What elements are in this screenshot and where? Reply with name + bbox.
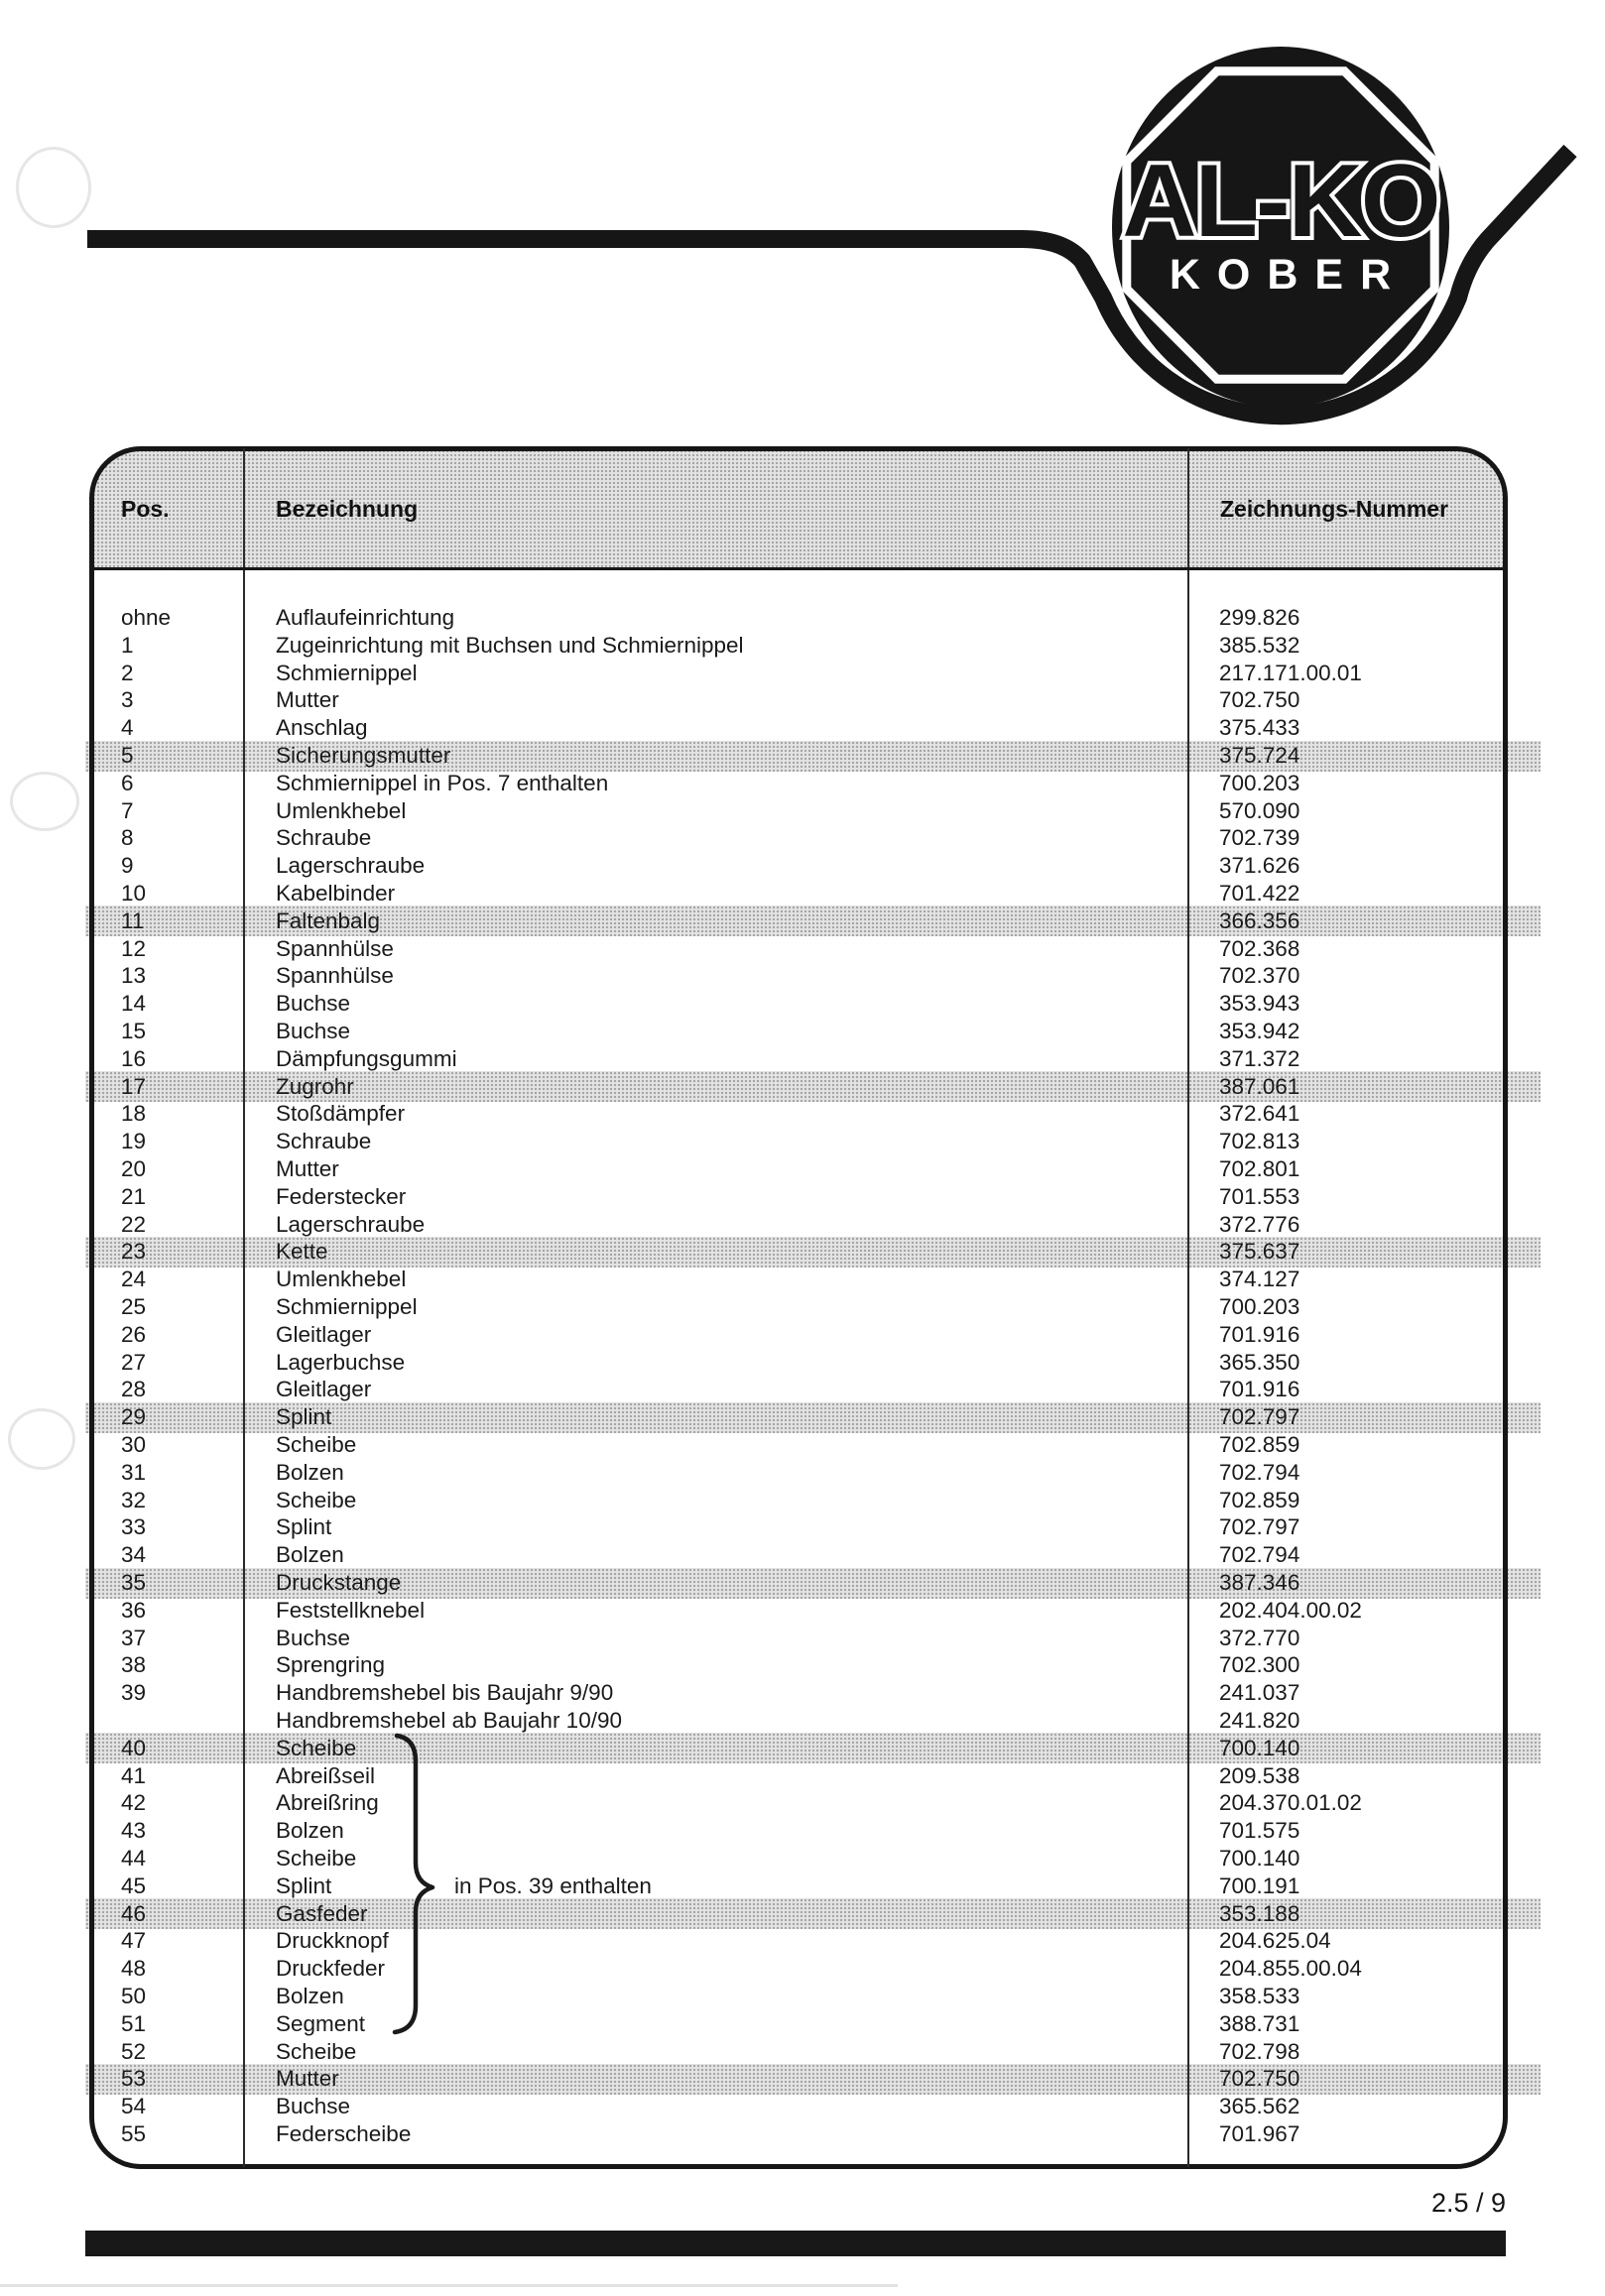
number-cell: 702.368 — [1219, 935, 1300, 961]
number-cell: 217.171.00.01 — [1219, 660, 1362, 685]
name-cell: Kette — [276, 1239, 328, 1265]
number-cell: 385.532 — [1219, 632, 1300, 658]
name-cell: Schmiernippel — [276, 660, 418, 685]
pos-cell: 25 — [121, 1294, 147, 1319]
number-cell: 353.942 — [1219, 1019, 1300, 1043]
number-cell: 702.798 — [1219, 2038, 1300, 2064]
name-cell: Splint — [276, 1404, 332, 1430]
number-cell: 700.203 — [1219, 770, 1300, 795]
table-row — [0, 824, 1605, 852]
table-row — [0, 1817, 1605, 1845]
number-cell: 353.188 — [1219, 1900, 1300, 1926]
pos-cell: 48 — [121, 1956, 147, 1982]
table-row — [0, 660, 1605, 687]
number-cell: 365.350 — [1219, 1349, 1300, 1375]
number-cell: 299.826 — [1219, 605, 1300, 630]
number-cell: 371.626 — [1219, 853, 1300, 879]
number-cell: 388.731 — [1219, 2010, 1300, 2036]
name-cell: Abreißseil — [276, 1762, 376, 1788]
name-cell: Faltenbalg — [276, 907, 381, 933]
number-cell: 700.191 — [1219, 1873, 1300, 1898]
name-cell: Auflaufeinrichtung — [276, 605, 455, 630]
table-row — [0, 1349, 1605, 1377]
table-row — [0, 1927, 1605, 1955]
table-row — [0, 1238, 1605, 1266]
table-row — [0, 1487, 1605, 1514]
name-cell: Mutter — [276, 687, 339, 713]
name-cell: Gleitlager — [276, 1321, 372, 1347]
table-row — [0, 1651, 1605, 1679]
pos-cell: 16 — [121, 1045, 147, 1071]
name-cell: Segment — [276, 2010, 366, 2036]
number-cell: 702.859 — [1219, 1487, 1300, 1512]
page-number: 2.5 / 9 — [1430, 2188, 1506, 2218]
number-cell: 375.637 — [1219, 1239, 1300, 1265]
table-row — [0, 1735, 1605, 1762]
number-cell: 372.641 — [1219, 1101, 1300, 1127]
name-cell: Gleitlager — [276, 1377, 372, 1402]
pos-cell: 33 — [121, 1514, 147, 1540]
pos-cell: 13 — [121, 963, 147, 989]
table-row — [0, 1018, 1605, 1045]
number-cell: 702.370 — [1219, 963, 1300, 989]
number-cell: 700.140 — [1219, 1846, 1300, 1871]
pos-cell: 52 — [121, 2038, 147, 2064]
pos-cell: 31 — [121, 1459, 147, 1485]
table-row — [0, 1679, 1605, 1707]
name-cell: Buchse — [276, 1625, 351, 1650]
logo-wordmark: AL-KO — [1122, 144, 1439, 259]
table-row — [0, 1789, 1605, 1817]
table-row — [0, 1845, 1605, 1873]
pos-cell: 2 — [121, 660, 134, 685]
pos-cell: 53 — [121, 2066, 147, 2092]
name-cell: Buchse — [276, 2094, 351, 2119]
table-row — [0, 632, 1605, 660]
name-cell: Scheibe — [276, 2038, 357, 2064]
name-cell: Druckfeder — [276, 1956, 386, 1982]
table-row — [0, 990, 1605, 1018]
number-cell: 375.433 — [1219, 715, 1300, 741]
table-row — [0, 907, 1605, 935]
pos-cell: 11 — [121, 907, 145, 933]
name-cell: Handbremshebel ab Baujahr 10/90 — [276, 1708, 622, 1733]
table-row — [0, 742, 1605, 770]
pos-cell: 26 — [121, 1321, 147, 1347]
table-row — [0, 1293, 1605, 1321]
number-cell: 570.090 — [1219, 797, 1300, 823]
table-row — [0, 1128, 1605, 1155]
table-row — [0, 1073, 1605, 1101]
pos-cell: 42 — [121, 1790, 147, 1816]
pos-cell: 12 — [121, 935, 147, 961]
pos-cell: 39 — [121, 1680, 147, 1706]
table-row — [0, 714, 1605, 742]
name-cell: Sicherungsmutter — [276, 743, 451, 768]
table-row — [0, 2093, 1605, 2120]
name-cell: Anschlag — [276, 715, 368, 741]
pos-cell: 21 — [121, 1183, 147, 1209]
number-cell: 701.967 — [1219, 2121, 1300, 2146]
name-cell: Lagerbuchse — [276, 1349, 406, 1375]
number-cell: 702.813 — [1219, 1129, 1300, 1154]
table-row — [0, 1403, 1605, 1431]
pos-cell: 24 — [121, 1267, 147, 1292]
pos-cell: 30 — [121, 1432, 147, 1457]
number-cell: 702.300 — [1219, 1652, 1300, 1678]
number-cell: 701.553 — [1219, 1183, 1300, 1209]
number-cell: 204.625.04 — [1219, 1928, 1331, 1954]
table-row — [0, 1321, 1605, 1349]
name-cell: Splint — [276, 1873, 332, 1898]
pos-cell: 20 — [121, 1156, 147, 1181]
pos-cell: 10 — [121, 881, 147, 906]
pos-cell: 51 — [121, 2010, 147, 2036]
table-row — [0, 1100, 1605, 1128]
number-cell: 701.916 — [1219, 1321, 1300, 1347]
name-cell: Bolzen — [276, 1542, 344, 1568]
table-row — [0, 1762, 1605, 1790]
number-cell: 702.859 — [1219, 1432, 1300, 1457]
table-row — [0, 604, 1605, 632]
number-cell: 202.404.00.02 — [1219, 1597, 1362, 1623]
name-cell: Dämpfungsgummi — [276, 1045, 457, 1071]
pos-cell: 23 — [121, 1239, 147, 1265]
table-row — [0, 1873, 1605, 1900]
name-cell: Splint — [276, 1514, 332, 1540]
pos-cell: 19 — [121, 1129, 147, 1154]
table-row — [0, 770, 1605, 797]
number-cell: 204.370.01.02 — [1219, 1790, 1362, 1816]
name-cell: Spannhülse — [276, 935, 394, 961]
pos-cell: 18 — [121, 1101, 147, 1127]
logo-subtitle: KOBER — [1169, 251, 1409, 299]
table-row — [0, 1211, 1605, 1239]
table-row — [0, 962, 1605, 990]
pos-cell: 7 — [121, 797, 134, 823]
pos-cell: 8 — [121, 825, 134, 851]
pos-cell: 6 — [121, 770, 134, 795]
number-cell: 374.127 — [1219, 1267, 1300, 1292]
table-row — [0, 2065, 1605, 2093]
pos-cell: 9 — [121, 853, 134, 879]
number-cell: 353.943 — [1219, 991, 1300, 1017]
pos-cell: 15 — [121, 1019, 147, 1043]
number-cell: 702.794 — [1219, 1459, 1300, 1485]
name-cell: Scheibe — [276, 1846, 357, 1871]
name-cell: Scheibe — [276, 1432, 357, 1457]
table-row — [0, 1431, 1605, 1459]
number-cell: 700.203 — [1219, 1294, 1300, 1319]
number-cell: 387.061 — [1219, 1073, 1300, 1099]
number-cell: 701.575 — [1219, 1818, 1300, 1844]
name-cell: Schraube — [276, 1129, 372, 1154]
logo-header — [0, 0, 1605, 476]
number-cell: 702.739 — [1219, 825, 1300, 851]
header-pos: Pos. — [121, 496, 170, 522]
table-row — [0, 1983, 1605, 2010]
number-cell: 372.776 — [1219, 1211, 1300, 1237]
name-cell: Feststellknebel — [276, 1597, 426, 1623]
number-cell: 702.797 — [1219, 1514, 1300, 1540]
pos-cell: 40 — [121, 1735, 147, 1760]
table-row — [0, 935, 1605, 963]
number-cell: 701.422 — [1219, 881, 1300, 906]
number-cell: 702.750 — [1219, 687, 1300, 713]
number-cell: 700.140 — [1219, 1735, 1300, 1760]
name-cell: Druckstange — [276, 1570, 402, 1595]
name-cell: Schmiernippel — [276, 1294, 418, 1319]
name-cell: Schmiernippel in Pos. 7 enthalten — [276, 770, 609, 795]
pos-cell: 36 — [121, 1597, 147, 1623]
group-brace-icon — [377, 1716, 456, 2053]
name-cell: Federstecker — [276, 1183, 407, 1209]
table-row — [0, 1569, 1605, 1597]
name-cell: Bolzen — [276, 1818, 344, 1844]
name-cell: Lagerschraube — [276, 1211, 426, 1237]
number-cell: 241.037 — [1219, 1680, 1300, 1706]
name-cell: Gasfeder — [276, 1900, 368, 1926]
pos-cell: 38 — [121, 1652, 147, 1678]
table-row — [0, 1597, 1605, 1625]
header-zeichnungs-nummer: Zeichnungs-Nummer — [1220, 496, 1449, 522]
table-row — [0, 686, 1605, 714]
table-row — [0, 1183, 1605, 1211]
table-row — [0, 1707, 1605, 1735]
name-cell: Scheibe — [276, 1487, 357, 1512]
number-cell: 702.794 — [1219, 1542, 1300, 1568]
table-row — [0, 1513, 1605, 1541]
number-cell: 209.538 — [1219, 1762, 1300, 1788]
table-row — [0, 2010, 1605, 2038]
scan-edge-line — [0, 2284, 898, 2287]
name-cell: Mutter — [276, 1156, 339, 1181]
table-row — [0, 1541, 1605, 1569]
pos-cell: 22 — [121, 1211, 147, 1237]
table-row — [0, 797, 1605, 825]
table-row — [0, 1459, 1605, 1487]
number-cell: 702.797 — [1219, 1404, 1300, 1430]
bracket-note: in Pos. 39 enthalten — [454, 1873, 652, 1898]
number-cell: 387.346 — [1219, 1570, 1300, 1595]
pos-cell: 46 — [121, 1900, 147, 1926]
name-cell: Umlenkhebel — [276, 797, 407, 823]
name-cell: Buchse — [276, 991, 351, 1017]
name-cell: Spannhülse — [276, 963, 394, 989]
number-cell: 701.916 — [1219, 1377, 1300, 1402]
name-cell: Schraube — [276, 825, 372, 851]
number-cell: 702.801 — [1219, 1156, 1300, 1181]
table-row — [0, 1955, 1605, 1983]
name-cell: Druckknopf — [276, 1928, 389, 1954]
name-cell: Mutter — [276, 2066, 339, 2092]
name-cell: Zugeinrichtung mit Buchsen und Schmiernippel — [276, 632, 744, 658]
table-row — [0, 1376, 1605, 1403]
table-row — [0, 1266, 1605, 1293]
number-cell: 371.372 — [1219, 1045, 1300, 1071]
pos-cell: 45 — [121, 1873, 147, 1898]
number-cell: 365.562 — [1219, 2094, 1300, 2119]
pos-cell: 3 — [121, 687, 134, 713]
name-cell: Abreißring — [276, 1790, 379, 1816]
pos-cell: 35 — [121, 1570, 147, 1595]
header-bottom-rule — [91, 567, 1506, 570]
pos-cell: 5 — [121, 743, 134, 768]
name-cell: Bolzen — [276, 1459, 344, 1485]
table-row — [0, 852, 1605, 880]
pos-cell: 32 — [121, 1487, 147, 1512]
number-cell: 358.533 — [1219, 1984, 1300, 2008]
table-row — [0, 1900, 1605, 1928]
pos-cell: 54 — [121, 2094, 147, 2119]
name-cell: Buchse — [276, 1019, 351, 1043]
pos-cell: 41 — [121, 1762, 147, 1788]
pos-cell: 27 — [121, 1349, 147, 1375]
number-cell: 204.855.00.04 — [1219, 1956, 1362, 1982]
number-cell: 366.356 — [1219, 907, 1300, 933]
name-cell: Bolzen — [276, 1984, 344, 2008]
table-row — [0, 880, 1605, 907]
pos-cell: 17 — [121, 1073, 147, 1099]
name-cell: Kabelbinder — [276, 881, 396, 906]
name-cell: Scheibe — [276, 1735, 357, 1760]
pos-cell: 4 — [121, 715, 134, 741]
footer-bar — [85, 2231, 1506, 2256]
name-cell: Federscheibe — [276, 2121, 412, 2146]
name-cell: Sprengring — [276, 1652, 386, 1678]
name-cell: Umlenkhebel — [276, 1267, 407, 1292]
name-cell: Lagerschraube — [276, 853, 426, 879]
table-row — [0, 2120, 1605, 2148]
table-row — [0, 1045, 1605, 1073]
number-cell: 375.724 — [1219, 743, 1300, 768]
pos-cell: 34 — [121, 1542, 147, 1568]
number-cell: 372.770 — [1219, 1625, 1300, 1650]
table-row — [0, 1625, 1605, 1652]
name-cell: Handbremshebel bis Baujahr 9/90 — [276, 1680, 614, 1706]
pos-cell: 47 — [121, 1928, 147, 1954]
pos-cell: 37 — [121, 1625, 147, 1650]
pos-cell: 28 — [121, 1377, 147, 1402]
pos-cell: 14 — [121, 991, 147, 1017]
pos-cell: 43 — [121, 1818, 147, 1844]
pos-cell: 29 — [121, 1404, 147, 1430]
number-cell: 241.820 — [1219, 1708, 1300, 1733]
pos-cell: 50 — [121, 1984, 147, 2008]
pos-cell: 55 — [121, 2121, 147, 2146]
number-cell: 702.750 — [1219, 2066, 1300, 2092]
alko-kober-logo-icon — [0, 0, 1605, 476]
pos-cell: 1 — [121, 632, 134, 658]
pos-cell: ohne — [121, 605, 172, 630]
name-cell: Zugrohr — [276, 1073, 354, 1099]
name-cell: Stoßdämpfer — [276, 1101, 406, 1127]
pos-cell: 44 — [121, 1846, 147, 1871]
header-bezeichnung: Bezeichnung — [276, 496, 419, 522]
table-row — [0, 1155, 1605, 1183]
table-row — [0, 2038, 1605, 2066]
